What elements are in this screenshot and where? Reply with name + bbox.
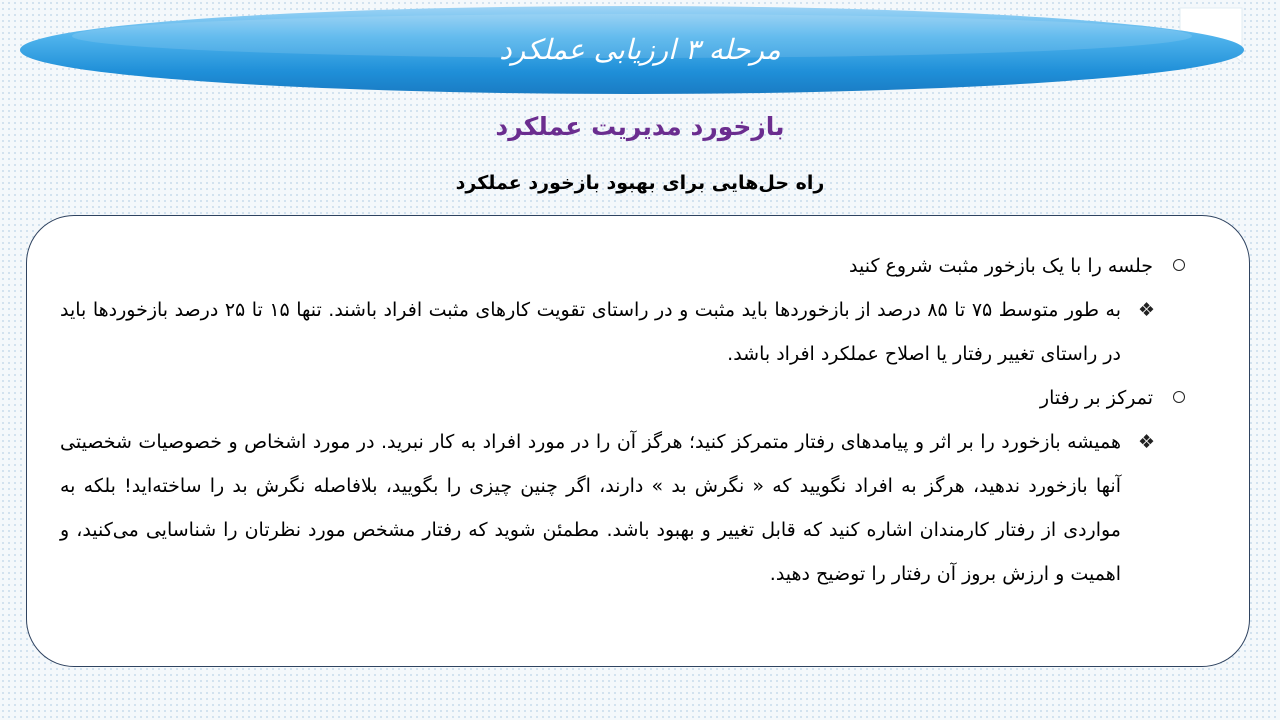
- content-body: [60, 244, 1185, 596]
- section-heading-text: جلسه را با یک بازخور مثبت شروع کنید: [849, 255, 1153, 277]
- section-body-2: [60, 420, 1185, 596]
- section-heading-2: [60, 376, 1185, 420]
- circle-bullet-icon: [1173, 259, 1185, 271]
- circle-bullet-icon: [1173, 391, 1185, 403]
- page-title: بازخورد مدیریت عملکرد: [495, 112, 785, 141]
- page-subtitle: راه حل‌هایی برای بهبود بازخورد عملکرد: [455, 172, 825, 194]
- section-body-text: به طور متوسط ۷۵ تا ۸۵ درصد از بازخوردها باید مثبت و در راستای تقویت کارهای مثبت افراد باشند. تنها ۱۵ تا ۲۵ درصد بازخوردها باید در راستای تغییر رفتار یا اصلاح عملکرد افراد باشد.: [60, 299, 1121, 365]
- section-heading-1: [60, 244, 1185, 288]
- diamond-bullet-icon: ❖: [1137, 299, 1155, 321]
- banner-title: مرحله ۳ ارزیابی عملکرد: [499, 33, 781, 66]
- header-banner: [0, 0, 1280, 110]
- section-body-text: همیشه بازخورد را بر اثر و پیامدهای رفتار متمرکز کنید؛ هرگز آن را در مورد افراد به کار نبرید. در مورد اشخاص و خصوصیات شخصیتی آنها بازخورد ندهید، هرگز به افراد نگویید که « نگرش بد » دارند، اگر چنین چیزی را بگویید، بلافاصله نگرش بد را ساخته‌اید! بلکه به مواردی از رفتار کارمندان اشاره کنید که قابل تغییر و بهبود باشد. مطمئن شوید که رفتار مشخص مورد نظرتان را شناسایی می‌کنید، و اهمیت و ارزش بروز آن رفتار را توضیح دهید.: [60, 431, 1121, 585]
- diamond-bullet-icon: ❖: [1137, 431, 1155, 453]
- section-body-1: [60, 288, 1185, 376]
- section-heading-text: تمرکز بر رفتار: [1039, 387, 1153, 409]
